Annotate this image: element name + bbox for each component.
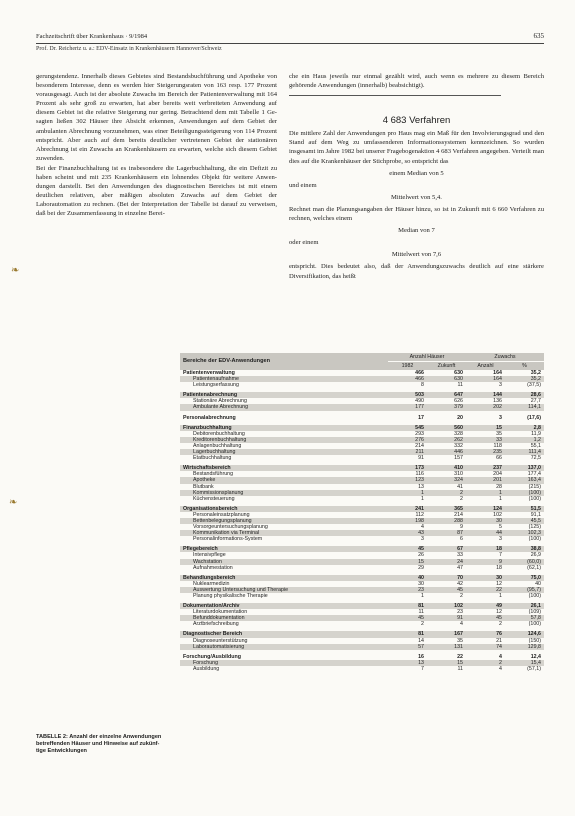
- value-zuwachs-percent: 1,2: [505, 437, 544, 443]
- value-zuwachs-anzahl: 102: [493, 511, 502, 518]
- value-zuwachs-anzahl: 2: [466, 660, 505, 666]
- value-1982: 43: [388, 530, 427, 536]
- value-zukunft: 324: [427, 477, 466, 483]
- value-1982: 214: [415, 442, 424, 449]
- value-zukunft: 45: [427, 587, 466, 593]
- value-zukunft: 365: [427, 506, 466, 512]
- value-zukunft: 15: [427, 660, 466, 666]
- row-label: Debitorenbuchhaltung: [193, 430, 245, 437]
- row-label: Küchensteuerung: [193, 495, 235, 502]
- value-zukunft: 2: [460, 593, 463, 599]
- value-zuwachs-anzahl: 124: [466, 506, 505, 512]
- value-1982: 466: [415, 370, 424, 376]
- value-1982: 8: [421, 382, 424, 389]
- value-zukunft: 70: [427, 575, 466, 581]
- value-zuwachs-percent: 114,1: [505, 404, 544, 410]
- value-zukunft: 9: [460, 524, 463, 531]
- value-zuwachs-anzahl: 4: [499, 653, 502, 660]
- value-1982: 211: [388, 449, 427, 455]
- formula-line: Mittelwert von 7,6: [391, 251, 442, 259]
- value-1982: 57: [388, 644, 427, 650]
- value-zuwachs-percent: (150): [528, 637, 541, 644]
- value-zuwachs-percent: 12,4: [530, 653, 541, 660]
- value-zukunft: 310: [454, 471, 463, 478]
- value-zuwachs-anzahl: 30: [466, 518, 505, 524]
- row-label: Etatbuchhaltung: [193, 455, 232, 462]
- value-zukunft: 332: [454, 442, 463, 449]
- value-zuwachs-anzahl: 118: [493, 442, 502, 449]
- value-zuwachs-anzahl: 235: [466, 449, 505, 455]
- row-label: Personaleinsatzplanung: [193, 511, 250, 518]
- value-zukunft: 328: [454, 430, 463, 437]
- value-zuwachs-anzahl: 3: [499, 536, 502, 543]
- value-1982: 40: [388, 575, 427, 581]
- value-zuwachs-anzahl: 35: [496, 430, 502, 437]
- value-zuwachs-percent: (100): [528, 621, 541, 628]
- value-1982: 13: [388, 660, 427, 666]
- value-zukunft: 20: [457, 414, 463, 421]
- value-zukunft: 11: [457, 382, 463, 389]
- row-label: Aufnahmestation: [193, 564, 233, 571]
- row-label: Organisationsbereich: [180, 506, 388, 512]
- value-zuwachs-percent: 2,8: [505, 425, 544, 431]
- value-zuwachs-percent: 45,5: [505, 518, 544, 524]
- row-label: Planung physikalische Therapie: [193, 593, 268, 599]
- row-label: Diagnoseunterstützung: [193, 637, 248, 644]
- value-1982: 1: [421, 495, 424, 502]
- value-zuwachs-anzahl: 12: [496, 580, 502, 587]
- value-zuwachs-percent: 57,8: [505, 615, 544, 621]
- value-zuwachs-percent: (37,5): [527, 382, 541, 389]
- row-label: Intensivpflege: [193, 552, 226, 559]
- value-zukunft: 87: [427, 530, 466, 536]
- value-zuwachs-anzahl: 28: [496, 483, 502, 490]
- value-zuwachs-percent: (215): [528, 483, 541, 490]
- table-caption: TABELLE 2: Anzahl der einzelne Anwendungen betreffenden Häuser und Hinweise auf zukünftige Entwicklungen: [36, 734, 162, 754]
- row-label: Patientenverwaltung: [183, 370, 235, 376]
- margin-mark: ❧: [11, 265, 20, 276]
- value-zuwachs-percent: (109): [528, 609, 541, 616]
- data-table-container: [180, 353, 544, 672]
- value-zukunft: 2: [427, 490, 466, 496]
- value-1982: 11: [418, 609, 424, 616]
- value-zukunft: 6: [460, 536, 463, 543]
- value-zukunft: 288: [427, 518, 466, 524]
- value-zukunft: 167: [427, 631, 466, 637]
- value-zuwachs-anzahl: 2: [499, 621, 502, 628]
- value-zuwachs-anzahl: 237: [466, 465, 505, 471]
- value-zukunft: 630: [454, 370, 463, 376]
- value-1982: 81: [388, 603, 427, 609]
- sub-header-zukunft: Zukunft: [427, 362, 466, 371]
- value-zuwachs-percent: 124,6: [505, 631, 544, 637]
- value-1982: 45: [388, 615, 427, 621]
- value-1982: 490: [415, 398, 424, 405]
- value-1982: 15: [388, 559, 427, 565]
- value-zukunft: 560: [427, 425, 466, 431]
- value-1982: 1: [421, 593, 424, 599]
- value-1982: 16: [418, 653, 424, 660]
- value-zuwachs-anzahl: 4: [499, 665, 502, 672]
- value-zuwachs-percent: 15,4: [505, 660, 544, 666]
- value-zukunft: 47: [457, 564, 463, 571]
- value-zuwachs-percent: (57,1): [527, 665, 541, 672]
- value-zuwachs-percent: 137,0: [505, 465, 544, 471]
- value-zukunft: 35: [457, 637, 463, 644]
- value-zuwachs-anzahl: 202: [466, 404, 505, 410]
- value-zuwachs-anzahl: 9: [466, 559, 505, 565]
- row-label: Wirtschaftsbereich: [180, 465, 388, 471]
- value-zuwachs-percent: 102,3: [505, 530, 544, 536]
- row-label: Finanzbuchhaltung: [180, 425, 388, 431]
- value-1982: 4: [421, 524, 424, 531]
- row-label: Laborautomatisierung: [180, 644, 388, 650]
- value-1982: 241: [388, 506, 427, 512]
- row-label: Wachstation: [180, 559, 388, 565]
- value-zuwachs-anzahl: 7: [499, 552, 502, 559]
- row-label: Pflegebereich: [180, 546, 388, 552]
- value-zuwachs-percent: 163,4: [505, 477, 544, 483]
- formula-line: Mittelwert von 5,4.: [391, 193, 442, 201]
- value-zuwachs-anzahl: 3: [499, 382, 502, 389]
- page-number: 635: [533, 32, 544, 40]
- row-label: Kommissionsplanung: [180, 490, 388, 496]
- left-text-column: [36, 72, 277, 220]
- row-label: Patientenaufnahme: [180, 376, 388, 382]
- row-label: Leistungserfassung: [193, 382, 239, 389]
- paragraph: Rechnet man die Planungsangaben der Häuser hinzu, so ist in Zukunft mit 6 660 Verfahren zu rechnen, welches einem: [289, 205, 544, 223]
- value-zuwachs-percent: 26,1: [505, 603, 544, 609]
- margin-mark: ❧: [9, 497, 18, 508]
- value-zukunft: 41: [457, 483, 463, 490]
- value-zuwachs-anzahl: 164: [466, 376, 505, 382]
- value-zukunft: 626: [454, 398, 463, 405]
- value-zuwachs-percent: 55,1: [530, 442, 541, 449]
- row-label: Ausbildung: [193, 665, 220, 672]
- value-zukunft: 24: [427, 559, 466, 565]
- row-label: Arztbriefschreibung: [193, 621, 239, 628]
- value-zukunft: 131: [427, 644, 466, 650]
- value-1982: 2: [421, 621, 424, 628]
- paragraph: Die mittlere Zahl der Anwendungen pro Haus mag ein Maß für den Involvierungsgrad und den Stand auf dem Weg zu umfassenderen Informationssystemen kennzeichnen. So wurden insgesamt im Jahre 1982 bei unserer Fragebogenaktion 4 683 Verfahren angegeben. Verteilt man dies auf die Krankenhäuser der Stichprobe, so entspricht das: [289, 130, 544, 165]
- value-zuwachs-anzahl: 30: [466, 575, 505, 581]
- value-zuwachs-anzahl: 204: [493, 471, 502, 478]
- value-zuwachs-percent: 40: [535, 580, 541, 587]
- journal-title: Fachzeitschrift über Krankenhaus · 9/1984: [36, 33, 148, 40]
- value-1982: 503: [388, 392, 427, 398]
- value-zukunft: 33: [457, 552, 463, 559]
- value-zuwachs-anzahl: 1: [499, 593, 502, 599]
- formula-line: Median von 7: [398, 227, 435, 235]
- row-label: Stationäre Abrechnung: [193, 398, 247, 405]
- value-zuwachs-percent: 35,2: [530, 370, 541, 376]
- value-1982: 13: [418, 483, 424, 490]
- row-label: Ambulante Abrechnung: [180, 404, 388, 410]
- sub-header-percent: %: [505, 362, 544, 371]
- row-label: Dokumentation/Archiv: [180, 603, 388, 609]
- value-zukunft: 23: [457, 609, 463, 616]
- value-zuwachs-percent: (60,0): [505, 559, 544, 565]
- value-1982: 1: [388, 490, 427, 496]
- value-zuwachs-anzahl: 201: [466, 477, 505, 483]
- value-1982: 7: [421, 665, 424, 672]
- row-label: Kommunikation via Terminal: [180, 530, 388, 536]
- value-zuwachs-percent: 27,7: [530, 398, 541, 405]
- value-zukunft: 67: [427, 546, 466, 552]
- value-zukunft: 11: [457, 665, 463, 672]
- value-zuwachs-anzahl: 15: [466, 425, 505, 431]
- value-zukunft: 102: [427, 603, 466, 609]
- value-zuwachs-percent: (100): [528, 495, 541, 502]
- value-zuwachs-percent: (17,6): [527, 414, 541, 421]
- row-label: Vorsorgeuntersuchungsplanung: [193, 524, 268, 531]
- paragraph: gerungstendenz. Innerhalb dieses Gebietes sind Bestandsbuchführung und Apotheke von besonderem Interesse, denn es werden hier Steigerungsraten von 163 resp. 177 Prozent vorausgesagt. Auch ist der absolute Zuwachs im Bereich der Patientenverwaltung mit 164 Prozent als sehr groß zu erwarten, hat aber bereits weit verbreiteten Anwendung auf diesem Gebiet ist die relative Steigerung nur gering. Betrachtend dem mit Tabelle 1 Gesagten ließen 302 Häuser ihre Absicht erkennen, Anwendungen auf dem Gebiet der ambulanten Abrechnung vorzunehmen, was einer Beteiligungssteigerung von 114 Prozent entspricht. Aber auch auf dem bereits deutlicher vertretenen Gebiet der stationären Abrechnung ist ein Zuwachs an Krankenhäusern zu erwarten, welche sich diesem Gebiet zuwenden.: [36, 73, 277, 162]
- row-label: Personalinformations-System: [193, 536, 263, 543]
- value-1982: 173: [388, 465, 427, 471]
- section-heading: 4 683 Verfahren: [382, 115, 451, 127]
- author-line: Prof. Dr. Reichertz u. a.: EDV-Einsatz in Krankenhäusern Hannover/Schweiz: [36, 46, 222, 52]
- value-zuwachs-percent: 35,2: [505, 376, 544, 382]
- value-zuwachs-percent: (100): [505, 490, 544, 496]
- value-zukunft: 2: [460, 495, 463, 502]
- value-zuwachs-percent: 75,0: [505, 575, 544, 581]
- paragraph: Bei der Finanzbuchhaltung ist es insbesondere die Lagerbuchhaltung, die ein Defizit zu haben scheint und mit 235 Krankenhäusern ein lohnendes Objekt für weitere Anwendungen darstellt. Bei den Anwendungen des diagnostischen Bereiches ist mit einem deutlichen relativen, aber mäßigen absoluten Zuwachs auf dem Gebiet der Laborautomation zu rechnen. (Bei der Interpretation der Tabelle ist darauf zu verweisen, daß bei der Zusammenfassung in einzelne Berei-: [36, 164, 277, 218]
- row-label: Lagerbuchhaltung: [180, 449, 388, 455]
- value-zukunft: 157: [454, 455, 463, 462]
- right-text-column: [289, 72, 544, 282]
- value-1982: 30: [418, 580, 424, 587]
- value-zukunft: 214: [454, 511, 463, 518]
- value-1982: 276: [388, 437, 427, 443]
- value-zuwachs-percent: 91,1: [530, 511, 541, 518]
- value-1982: 45: [388, 546, 427, 552]
- value-zuwachs-anzahl: 164: [493, 370, 502, 376]
- value-zukunft: 91: [427, 615, 466, 621]
- value-zuwachs-anzahl: 33: [466, 437, 505, 443]
- value-zuwachs-percent: 177,4: [527, 471, 541, 478]
- row-label: Bestandsführung: [193, 471, 234, 478]
- row-label: Apotheke: [180, 477, 388, 483]
- row-label: Literaturdokumentation: [193, 609, 248, 616]
- value-zuwachs-anzahl: 12: [496, 609, 502, 616]
- value-zuwachs-percent: (125): [528, 524, 541, 531]
- value-zuwachs-anzahl: 3: [499, 414, 502, 421]
- row-label: Anlagenbuchhaltung: [193, 442, 242, 449]
- group-header-anzahl: Anzahl Häuser: [388, 353, 466, 362]
- value-zukunft: 22: [457, 653, 463, 660]
- row-label: Blutbank: [193, 483, 214, 490]
- value-1982: 112: [415, 511, 424, 518]
- value-zuwachs-percent: (62,1): [527, 564, 541, 571]
- value-zuwachs-anzahl: 18: [496, 564, 502, 571]
- value-1982: 91: [418, 455, 424, 462]
- value-zuwachs-percent: 26,9: [530, 552, 541, 559]
- value-zuwachs-anzahl: 136: [493, 398, 502, 405]
- value-zuwachs-percent: 51,5: [505, 506, 544, 512]
- row-label: Forschung: [180, 660, 388, 666]
- value-zuwachs-anzahl: 21: [496, 637, 502, 644]
- value-zuwachs-percent: 111,4: [505, 449, 544, 455]
- value-1982: 14: [418, 637, 424, 644]
- value-zukunft: 647: [427, 392, 466, 398]
- formula-line: einem Median von 5: [389, 169, 444, 177]
- value-1982: 29: [418, 564, 424, 571]
- value-1982: 123: [388, 477, 427, 483]
- connector-text: und einem: [289, 181, 317, 189]
- row-label: Personalabrechnung: [183, 414, 236, 421]
- value-1982: 26: [418, 552, 424, 559]
- paragraph: entspricht. Dies bedeutet also, daß der Anwendungszuwachs deutlich auf eine stärkere Diversifikation, das heißt: [289, 263, 544, 280]
- value-zuwachs-anzahl: 1: [499, 495, 502, 502]
- header-rule: [36, 43, 544, 44]
- value-zukunft: 630: [427, 376, 466, 382]
- row-label: Diagnostischer Bereich: [180, 631, 388, 637]
- value-zuwachs-percent: 129,8: [505, 644, 544, 650]
- value-1982: 3: [421, 536, 424, 543]
- value-zuwachs-percent: 72,5: [530, 455, 541, 462]
- section-divider: [289, 95, 501, 96]
- value-1982: 545: [388, 425, 427, 431]
- value-zuwachs-anzahl: 5: [499, 524, 502, 531]
- value-zuwachs-percent: (95,7): [505, 587, 544, 593]
- value-1982: 293: [415, 430, 424, 437]
- value-zuwachs-percent: 38,8: [505, 546, 544, 552]
- value-zuwachs-anzahl: 74: [466, 644, 505, 650]
- value-1982: 17: [418, 414, 424, 421]
- value-zukunft: 42: [457, 580, 463, 587]
- value-1982: 466: [388, 376, 427, 382]
- value-zuwachs-percent: 28,6: [505, 392, 544, 398]
- row-label: Nuklearmedizin: [193, 580, 230, 587]
- value-zuwachs-anzahl: 45: [466, 615, 505, 621]
- table-row: [180, 666, 544, 672]
- value-zuwachs-anzahl: 1: [466, 490, 505, 496]
- value-zuwachs-anzahl: 49: [466, 603, 505, 609]
- value-zukunft: 410: [427, 465, 466, 471]
- paragraph: che ein Haus jeweils nur einmal gezählt wird, auch wenn es mehrere zu diesem Bereich gehörende Anwendungen (innerhalb) beabsichtigt).: [289, 73, 544, 90]
- value-zuwachs-anzahl: 76: [466, 631, 505, 637]
- sub-header-anzahl: Anzahl: [466, 362, 505, 371]
- sub-header-1982: 1982: [388, 362, 427, 371]
- row-label: Patientenabrechnung: [180, 392, 388, 398]
- group-header-zuwachs: Zuwachs: [466, 353, 544, 362]
- value-1982: 23: [388, 587, 427, 593]
- value-1982: 116: [415, 471, 424, 478]
- applications-table: [180, 353, 544, 672]
- row-label: Forschung/Ausbildung: [183, 653, 241, 660]
- connector-text: oder einem: [289, 239, 319, 247]
- value-zuwachs-anzahl: 66: [496, 455, 502, 462]
- value-zuwachs-anzahl: 144: [466, 392, 505, 398]
- row-label: Behandlungsbereich: [180, 575, 388, 581]
- row-label: Bettenbelegungsplanung: [180, 518, 388, 524]
- value-zuwachs-percent: (100): [528, 593, 541, 599]
- value-1982: 177: [388, 404, 427, 410]
- value-zuwachs-percent: (100): [528, 536, 541, 543]
- value-zukunft: 4: [460, 621, 463, 628]
- value-1982: 198: [388, 518, 427, 524]
- row-label: Auswertung Untersuchung und Therapie: [180, 587, 388, 593]
- value-zuwachs-percent: 11,9: [531, 430, 541, 437]
- value-1982: 81: [388, 631, 427, 637]
- value-zukunft: 262: [427, 437, 466, 443]
- value-zuwachs-anzahl: 44: [466, 530, 505, 536]
- value-zuwachs-anzahl: 18: [466, 546, 505, 552]
- row-label: Kreditorenbuchhaltung: [180, 437, 388, 443]
- row-label: Befunddokumentation: [180, 615, 388, 621]
- value-zukunft: 379: [427, 404, 466, 410]
- value-zuwachs-anzahl: 22: [466, 587, 505, 593]
- value-zukunft: 446: [427, 449, 466, 455]
- column-header-bereiche: Bereiche der EDV-Anwendungen: [180, 353, 388, 370]
